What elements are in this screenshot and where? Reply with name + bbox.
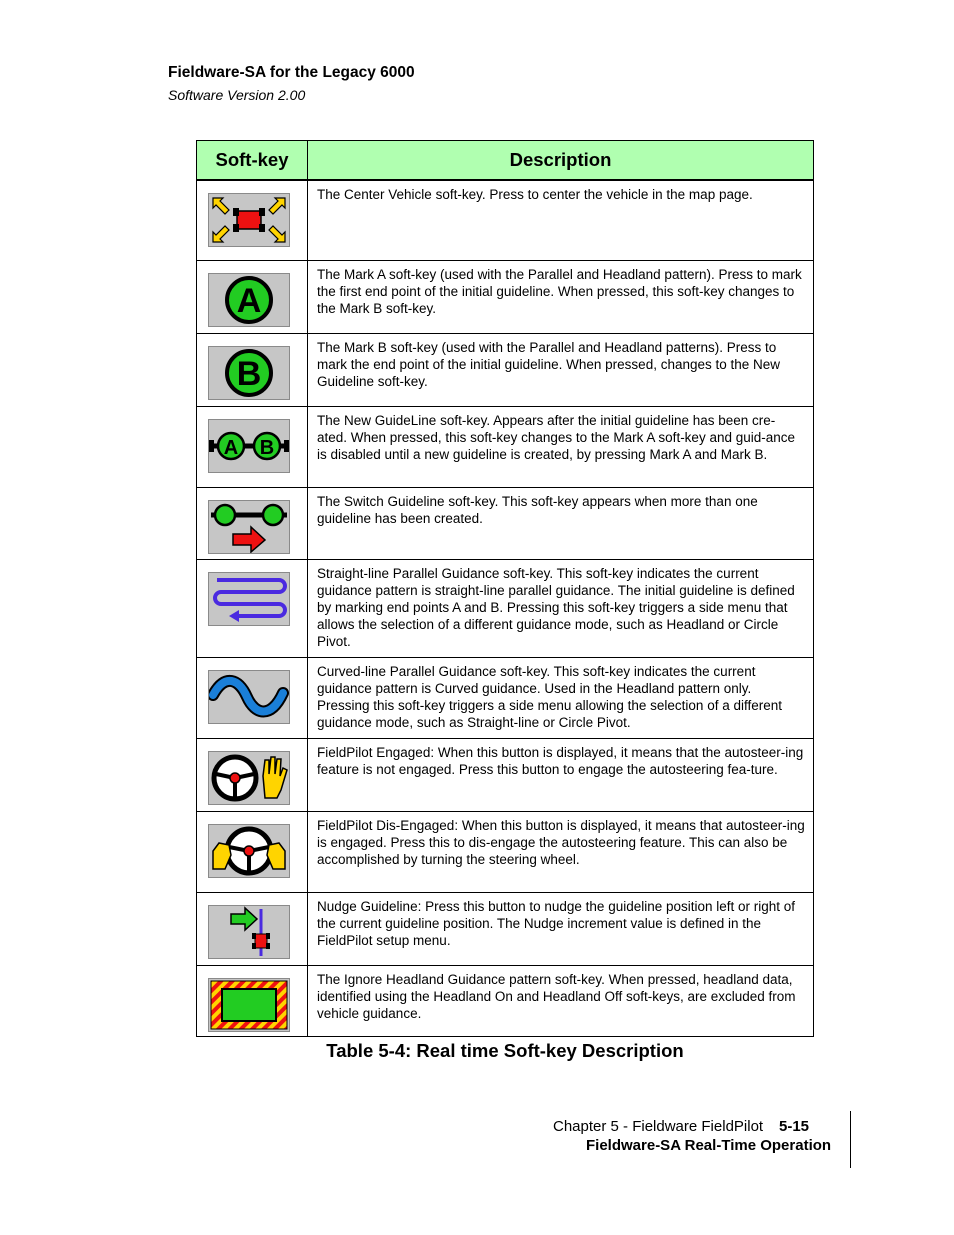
footer-divider [850, 1111, 851, 1168]
svg-text:A: A [236, 281, 262, 320]
table-row [197, 406, 814, 487]
row-description: The Ignore Headland Guidance pattern soft-key. When pressed, headland data, identified using the Headland On and Headland Off soft-keys, are excluded from vehicle guidance. [308, 965, 814, 1036]
table-row [197, 657, 814, 738]
row-description: The Mark B soft-key (used with the Parallel and Headland patterns). Press to mark the end point of the initial guideline. When pressed, changes to the New Guideline soft-key. [308, 333, 814, 406]
row-description: Curved-line Parallel Guidance soft-key. This soft-key indicates the current guidance pattern is Curved guidance. Used in the Headland pattern only. Pressing this soft-key triggers a side menu allowing the selection of a different guidance mode, such as Straight-line or Circle Pivot. [308, 657, 814, 738]
row-description: The New GuideLine soft-key. Appears after the initial guideline has been cre-ated. When pressed, this soft-key changes to the Mark A soft-key and guid-ance is disabled until a new guideline is created, by pressing Mark A and Mark B. [308, 406, 814, 487]
softkey-table [196, 140, 814, 1037]
software-version: Software Version 2.00 [168, 87, 306, 103]
table-row [197, 811, 814, 892]
table-row [197, 559, 814, 657]
mark-a-icon [208, 273, 290, 327]
fieldpilot-engaged-icon [208, 751, 290, 805]
ignore-headland-icon [208, 978, 290, 1032]
table-row [197, 333, 814, 406]
mark-b-icon [208, 346, 290, 400]
row-description: Nudge Guideline: Press this button to nudge the guideline position left or right of the current guideline position. The Nudge increment value is defined in the FieldPilot setup menu. [308, 892, 814, 965]
row-description: FieldPilot Dis-Engaged: When this button is displayed, it means that autosteer-ing is engaged. Press this to dis-engage the autosteering feature. This can also be accomplished by turning the steering wheel. [308, 811, 814, 892]
document-title: Fieldware-SA for the Legacy 6000 [168, 64, 415, 81]
table-header-row [197, 141, 814, 181]
curved-parallel-icon [208, 670, 290, 724]
nudge-guideline-icon [208, 905, 290, 959]
table-row [197, 892, 814, 965]
page-number: 5-15 [779, 1118, 810, 1135]
table-row [197, 738, 814, 811]
col-header-softkey: Soft-key [197, 141, 308, 181]
row-description: FieldPilot Engaged: When this button is displayed, it means that the autosteer-ing feature is not engaged. Press this button to engage the autosteering fea-ture. [308, 738, 814, 811]
switch-guideline-icon [208, 500, 290, 554]
col-header-description: Description [308, 141, 814, 181]
svg-text:B: B [236, 354, 262, 393]
table-row [197, 487, 814, 559]
svg-text:A: A [223, 436, 239, 459]
footer-section: Fieldware-SA Real-Time Operation [586, 1137, 832, 1154]
row-description: The Mark A soft-key (used with the Parallel and Headland pattern). Press to mark the first end point of the initial guideline. When pressed, this soft-key changes to the Mark B soft-key. [308, 260, 814, 333]
center-vehicle-icon [208, 193, 290, 247]
footer-chapter: Chapter 5 - Fieldware FieldPilot [553, 1118, 764, 1135]
row-description: Straight-line Parallel Guidance soft-key. This soft-key indicates the current guidance pattern is straight-line parallel guidance. The initial guideline is defined by marking end points A and B. Pressing this soft-key triggers a side menu that allows the selection of a different guidance mode, such as Headland or Circle Pivot. [308, 559, 814, 657]
table-row [197, 260, 814, 333]
fieldpilot-disengaged-icon [208, 824, 290, 878]
svg-text:B: B [259, 436, 275, 459]
table-row [197, 180, 814, 260]
row-description: The Center Vehicle soft-key. Press to center the vehicle in the map page. [308, 180, 814, 260]
row-description: The Switch Guideline soft-key. This soft-key appears when more than one guideline has been created. [308, 487, 814, 559]
straight-parallel-icon [208, 572, 290, 626]
table-caption: Table 5-4: Real time Soft-key Description [326, 1040, 684, 1061]
table-row [197, 965, 814, 1036]
new-guideline-icon [208, 419, 290, 473]
